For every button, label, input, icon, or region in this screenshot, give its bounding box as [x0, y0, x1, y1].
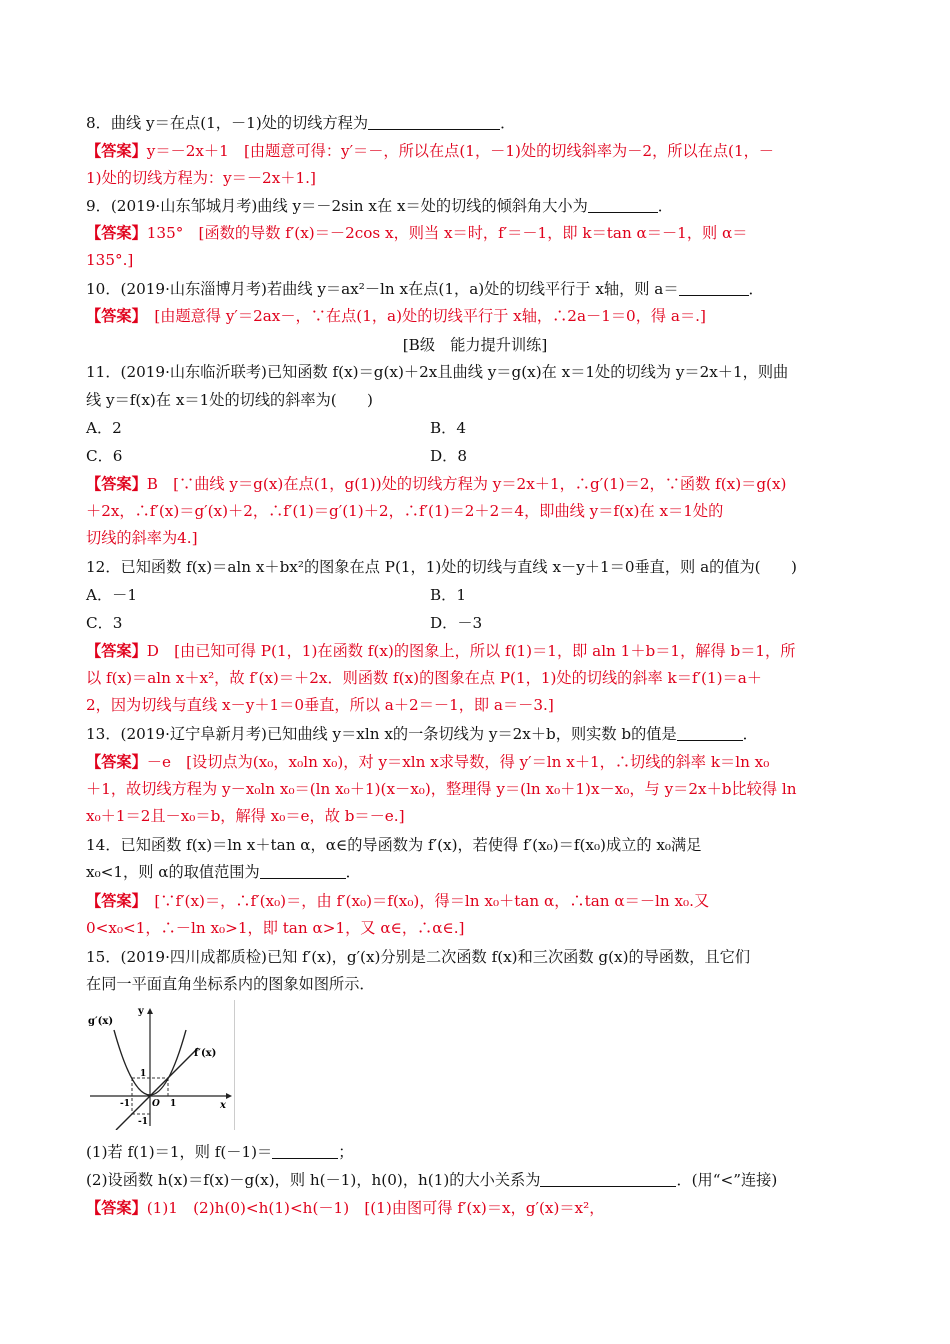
q12-option-d: D．－3: [430, 614, 483, 632]
q12-option-a: A．－1: [86, 586, 138, 604]
origin-label: O: [152, 1099, 160, 1109]
f-prime-label: f′(x): [194, 1048, 217, 1059]
answer-12-line-1: [86, 640, 866, 662]
answer-label: 【答案】: [86, 642, 147, 660]
a9-text-1: 135° [函数的导数 f′(x)＝－2cos x，则当 x＝时，f′＝－1，即 k＝tan α＝－1，则 α＝: [146, 224, 748, 242]
question-12: 12．已知函数 f(x)＝aln x＋bx²的图象在点 P(1，1)处的切线与直线 x－y＋1＝0垂直，则 a的值为( ): [86, 558, 797, 576]
answer-blank: [368, 115, 500, 130]
a10-text: [由题意得 y′＝2ax－，∵在点(1，a)处的切线平行于 x轴，∴2a－1＝0，得 a＝.]: [139, 307, 706, 325]
question-15-part-1: [86, 1141, 866, 1163]
question-8: [86, 112, 866, 134]
answer-label: 【答案】: [86, 307, 140, 325]
answer-8-line-1: [86, 140, 866, 162]
answer-blank: [272, 1144, 338, 1159]
answer-12-line-2: 以 f(x)＝aln x＋x²，故 f′(x)＝＋2x．则函数 f(x)的图象在点 P(1，1)处的切线的斜率 k＝f′(1)＝a＋: [86, 669, 762, 687]
answer-11-line-2: ＋2x，∴f′(x)＝g′(x)＋2，∴f′(1)＝g′(1)＋2，∴f′(1)＝2＋2＝4，即曲线 y＝f(x)在 x＝1处的: [86, 502, 724, 520]
answer-14-line-1: [86, 890, 866, 912]
q15-p1-end: ；: [338, 1143, 354, 1161]
answer-10: [86, 305, 866, 327]
a12-text-1: D [由已知可得 P(1，1)在函数 f(x)的图象上，所以 f(1)＝1，即 aln 1＋b＝1，解得 b＝1，所: [146, 642, 796, 660]
answer-blank: [679, 281, 749, 296]
tick-label: 1: [170, 1099, 177, 1109]
q14-text-2: x₀<1，则 α的取值范围为: [86, 863, 260, 881]
q13-text: 13．(2019·辽宁阜新月考)已知曲线 y＝xln x的一条切线为 y＝2x＋b，则实数 b的值是: [86, 725, 677, 743]
x-axis-label: x: [220, 1100, 226, 1111]
answer-label: 【答案】: [86, 475, 147, 493]
a13-text-1: －e [设切点为(x₀，x₀ln x₀)，对 y＝xln x求导数，得 y′＝ln x＋1，∴切线的斜率 k＝ln x₀: [146, 753, 770, 771]
answer-11-line-1: [86, 473, 866, 495]
section-heading-b: [B级 能力提升训练]: [402, 336, 548, 354]
answer-15-line-1: [86, 1197, 866, 1219]
answer-13-line-3: x₀＋1＝2且－x₀＝b，解得 x₀＝e，故 b＝－e.]: [86, 807, 405, 825]
answer-blank: [540, 1172, 676, 1187]
answer-8-line-2: [86, 167, 866, 189]
answer-label: 【答案】: [86, 892, 140, 910]
q14-end: ．: [345, 863, 361, 881]
q15-p1-text: (1)若 f(1)＝1，则 f(－1)＝: [86, 1143, 273, 1161]
tick-label: 1: [140, 1069, 147, 1079]
q11-option-b: B．4: [430, 419, 467, 437]
q9-text: 9．(2019·山东邹城月考)曲线 y＝－2sin x在 x＝处的切线的倾斜角大小为: [86, 197, 588, 215]
answer-label: 【答案】: [86, 1199, 147, 1217]
question-15-line-1: 15．(2019·四川成都质检)已知 f′(x)，g′(x)分别是二次函数 f(x)和三次函数 g(x)的导函数，且它们: [86, 948, 751, 966]
question-13: [86, 723, 866, 745]
q9-end: ．: [657, 197, 673, 215]
a8-text-2: 1)处的切线方程为：y＝－2x＋1.]: [86, 169, 316, 187]
q15-p2-end: ．(用“<”连接): [676, 1171, 778, 1189]
tick-label: -1: [138, 1117, 148, 1127]
q11-option-c: C．6: [86, 447, 123, 465]
x-axis-arrow: [226, 1093, 232, 1099]
question-9: [86, 195, 866, 217]
q15-p2-text: (2)设函数 h(x)＝f(x)－g(x)，则 h(－1)，h(0)，h(1)的大小关系为: [86, 1171, 541, 1189]
y-axis-label: y: [138, 1006, 144, 1017]
question-15-part-2: [86, 1169, 866, 1191]
q12-option-c: C．3: [86, 614, 123, 632]
answer-9-line-2: [86, 249, 866, 271]
a14-text-1: [∵f′(x)＝，∴f′(x₀)＝，由 f′(x₀)＝f(x₀)，得＝ln x₀＋tan α，∴tan α＝－ln x₀.又: [139, 892, 710, 910]
q8-text: 8．曲线 y＝在点(1，－1)处的切线方程为: [86, 114, 369, 132]
answer-label: 【答案】: [86, 753, 147, 771]
g-prime-label: g′(x): [88, 1016, 114, 1027]
question-11-line-1: 11．(2019·山东临沂联考)已知函数 f(x)＝g(x)＋2x且曲线 y＝g(x)在 x＝1处的切线为 y＝2x＋1，则曲: [86, 363, 789, 381]
a9-text-2: 135°.]: [86, 251, 134, 269]
q11-option-d: D．8: [430, 447, 468, 465]
f-prime-line: [116, 1048, 198, 1130]
y-axis-arrow: [147, 1008, 153, 1014]
a8-text-1: y＝－2x＋1 [由题意可得：y′＝－，所以在点(1，－1)处的切线斜率为－2，所以在点(1，－: [146, 142, 774, 160]
answer-13-line-1: [86, 751, 866, 773]
answer-label: 【答案】: [86, 142, 147, 160]
q12-option-b: B．1: [430, 586, 467, 604]
graph-svg: [86, 1000, 234, 1130]
q10-text: 10．(2019·山东淄博月考)若曲线 y＝ax²－ln x在点(1，a)处的切线平行于 x轴，则 a＝: [86, 280, 679, 298]
answer-11-line-3: 切线的斜率为4.]: [86, 529, 198, 547]
answer-12-line-3: 2，因为切线与直线 x－y＋1＝0垂直，所以 a＋2＝－1，即 a＝－3.]: [86, 696, 554, 714]
q11-option-a: A．2: [86, 419, 122, 437]
question-11-line-2: 线 y＝f(x)在 x＝1处的切线的斜率为( ): [86, 391, 373, 409]
function-graph-figure: [86, 1000, 235, 1130]
question-14-line-2: [86, 861, 866, 883]
q13-end: ．: [742, 725, 758, 743]
a11-text-1: B [∵曲线 y＝g(x)在点(1，g(1))处的切线方程为 y＝2x＋1，∴g′(1)＝2，∵函数 f(x)＝g(x): [146, 475, 787, 493]
q10-end: ．: [748, 280, 764, 298]
q8-end: ．: [500, 114, 516, 132]
answer-9-line-1: [86, 222, 866, 244]
answer-blank: [588, 198, 658, 213]
tick-label: -1: [120, 1099, 130, 1109]
answer-13-line-2: ＋1，故切线方程为 y－x₀ln x₀＝(ln x₀＋1)(x－x₀)，整理得 y＝(ln x₀＋1)x－x₀，与 y＝2x＋b比较得 ln: [86, 780, 797, 798]
answer-14-line-2: 0<x₀<1，∴－ln x₀>1，即 tan α>1，又 α∈，∴α∈.]: [86, 919, 465, 937]
question-10: [86, 278, 866, 300]
a15-text-1: (1)1 (2)h(0)<h(1)<h(－1) [(1)由图可得 f′(x)＝x，g′(x)＝x²，: [146, 1199, 605, 1217]
answer-label: 【答案】: [86, 224, 147, 242]
answer-blank: [677, 726, 743, 741]
question-15-line-2: 在同一平面直角坐标系内的图象如图所示．: [86, 975, 375, 993]
question-14-line-1: 14．已知函数 f(x)＝ln x＋tan α，α∈的导函数为 f′(x)，若使得 f′(x₀)＝f(x₀)成立的 x₀满足: [86, 836, 702, 854]
answer-blank: [260, 864, 346, 879]
